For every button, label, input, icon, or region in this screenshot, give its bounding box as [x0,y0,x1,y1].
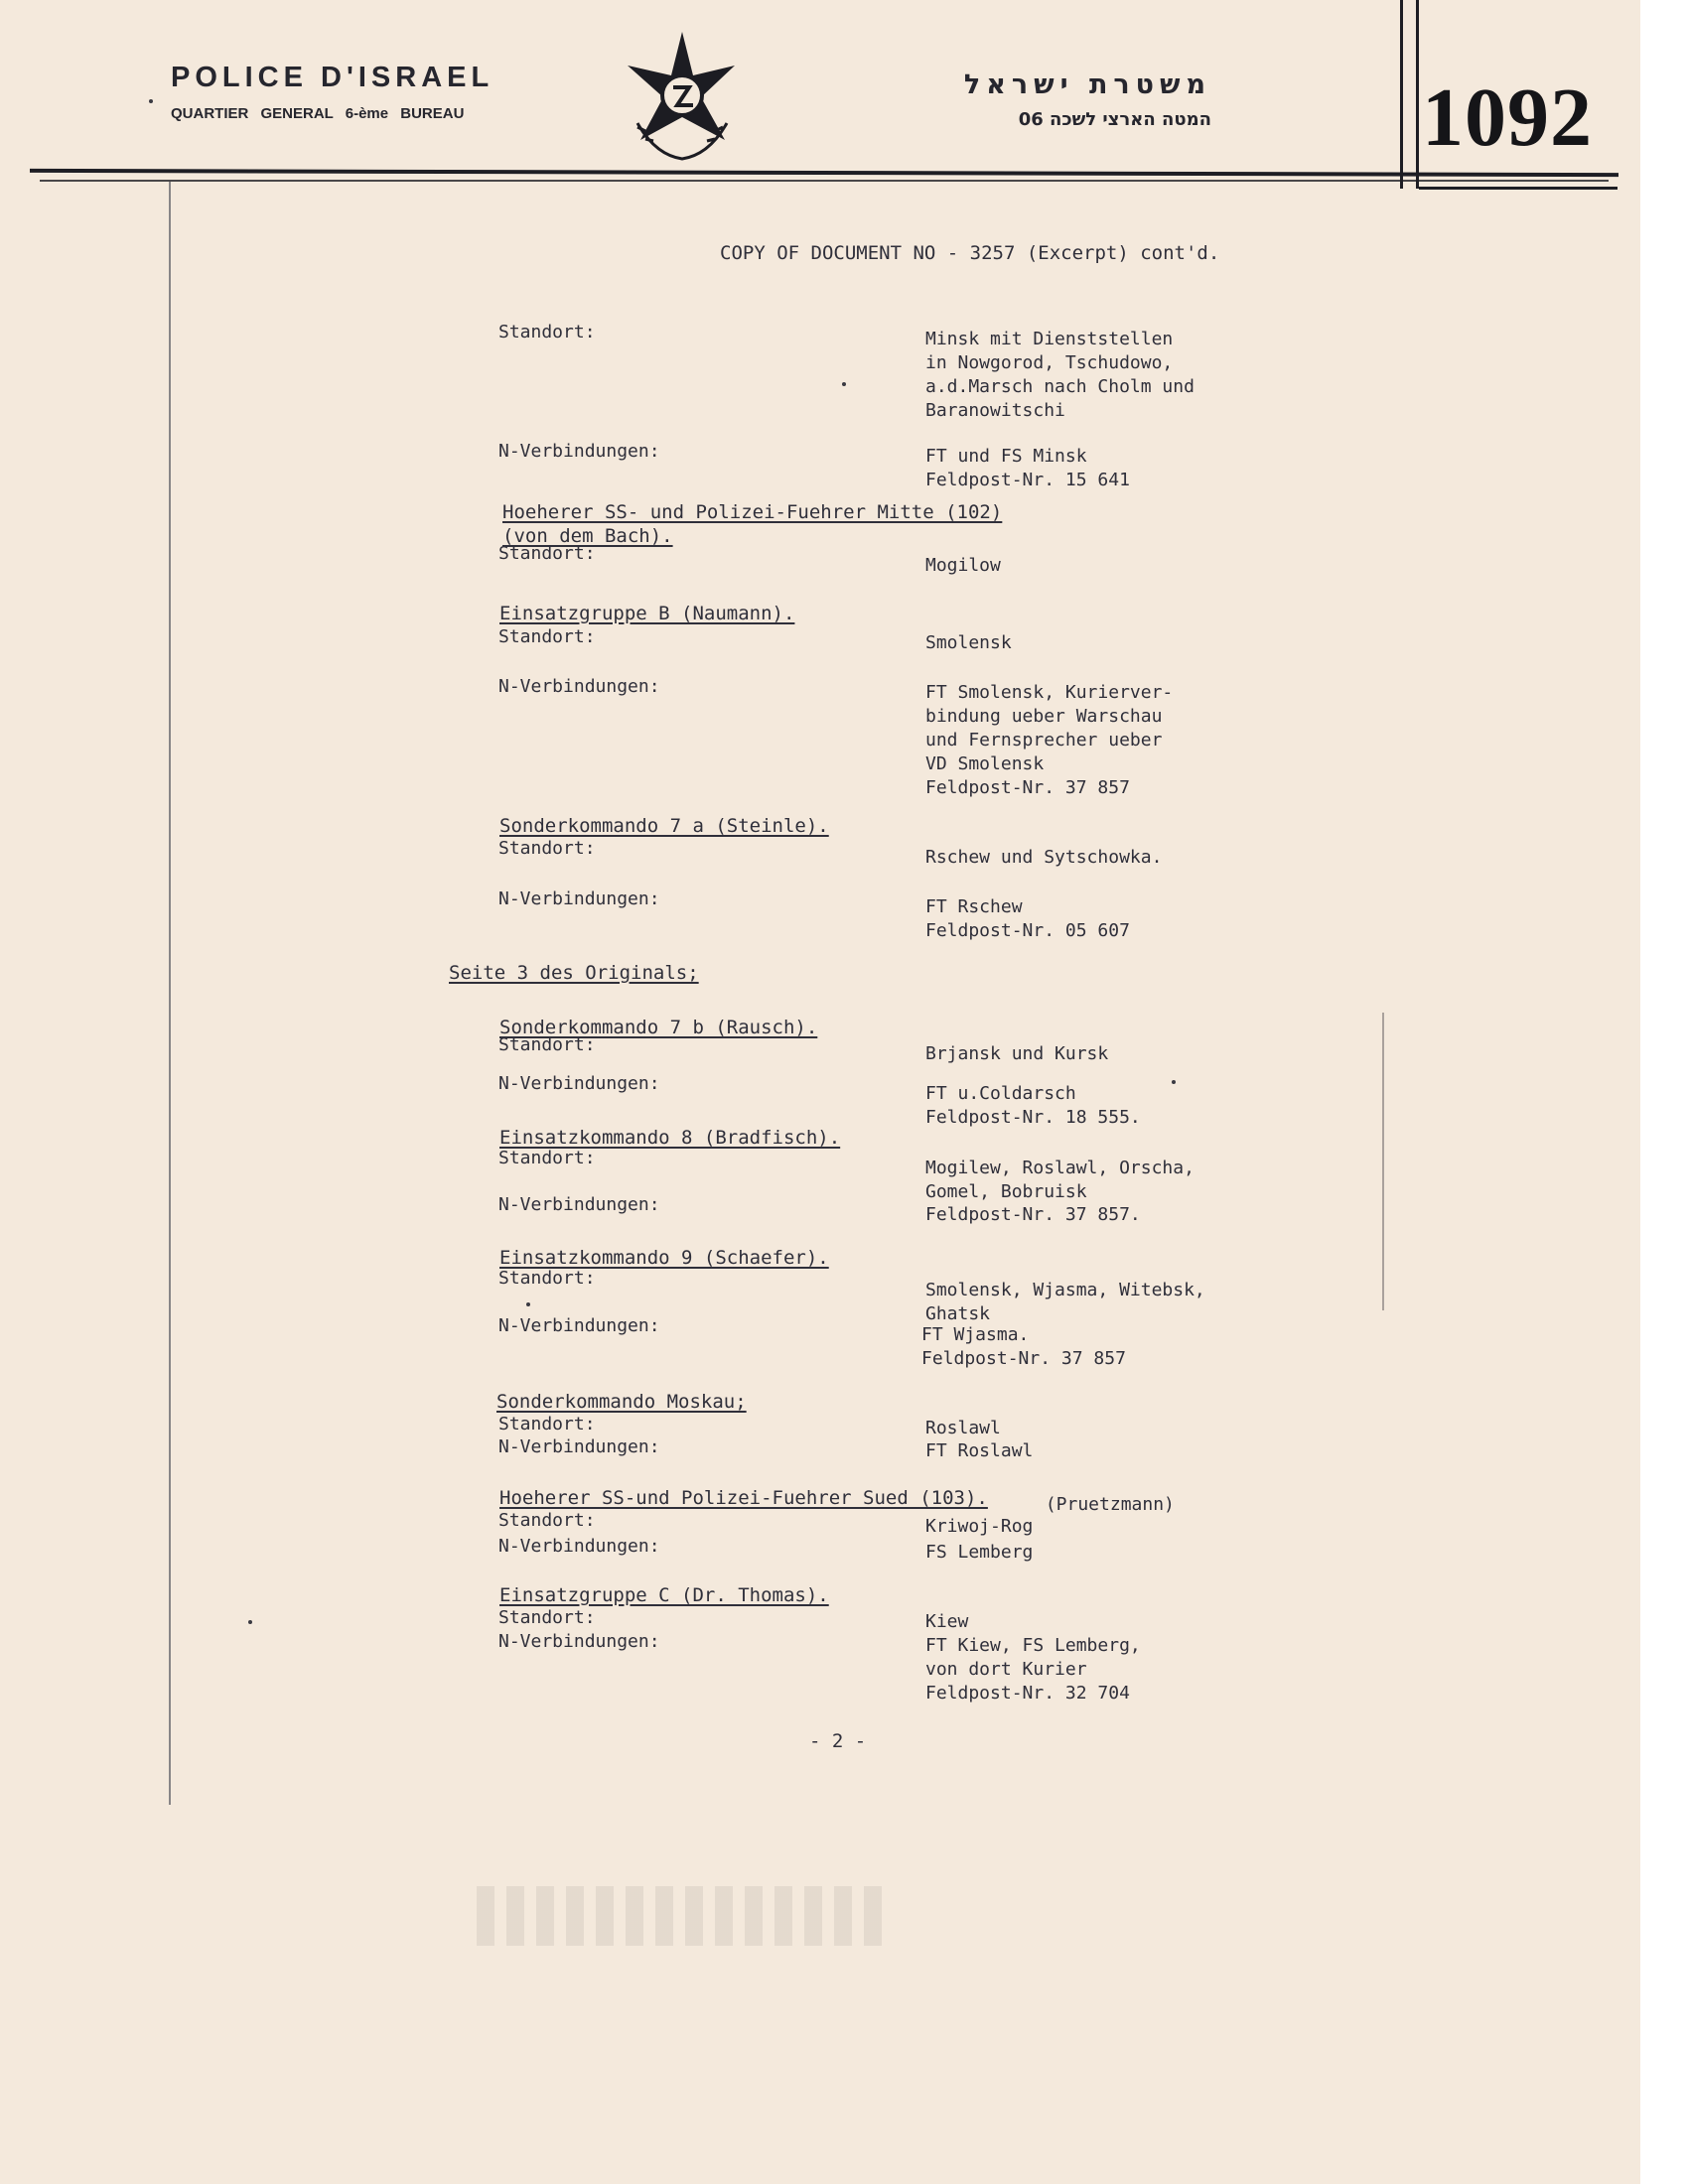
header-rule-bottom [40,180,1609,182]
entry-label-standort: Standort: [498,1607,596,1628]
header-divider-left [1400,0,1403,189]
header-rule-top [30,169,1618,177]
bleed-through-ghost [477,1886,894,1946]
entry-label-n-verbindungen: N-Verbindungen: [498,1315,660,1336]
header-divider-right [1416,0,1419,189]
scan-speck [842,382,846,386]
scan-streak [1382,1013,1384,1310]
entry-label-n-verbindungen: N-Verbindungen: [498,1536,660,1557]
entry-value-n-verbindungen: FT und FS Minsk Feldpost-Nr. 15 641 [925,446,1130,490]
entry-value-n-verbindungen: Feldpost-Nr. 37 857. [925,1204,1141,1225]
org-name-hebrew: משטרת ישראל [963,69,1211,100]
entry-label-standort: Standort: [498,1148,596,1168]
entry-value-standort: Minsk mit Dienststellen in Nowgorod, Tschudowo, a.d.Marsch nach Cholm und Baranowitschi [925,329,1195,421]
org-subtitle-hebrew: המטה הארצי לשכה 06 [1018,109,1211,130]
entry-label-standort: Standort: [498,1034,596,1055]
entry-label-standort: Standort: [498,1414,596,1434]
scan-speck [526,1302,530,1306]
entry-value-standort: Smolensk [925,632,1012,653]
unit-heading: Einsatzkommando 9 (Schaefer). [499,1247,829,1269]
org-name-french: POLICE D'ISRAEL [171,62,494,93]
entry-label-n-verbindungen: N-Verbindungen: [498,1073,660,1094]
entry-label-standort: Standort: [498,322,596,342]
entry-label-standort: Standort: [498,1268,596,1289]
entry-value-standort: Brjansk und Kursk [925,1043,1109,1064]
entry-label-standort: Standort: [498,1510,596,1531]
unit-heading: Einsatzgruppe C (Dr. Thomas). [499,1584,829,1606]
entry-value-n-verbindungen: FT Smolensk, Kurierver- bindung ueber Warschau und Fernsprecher ueber VD Smolensk Feldpost-Nr. 37 857 [925,682,1174,798]
entry-label-standort: Standort: [498,543,596,564]
unit-heading: Sonderkommando 7 a (Steinle). [499,815,829,837]
entry-label-standort: Standort: [498,626,596,647]
letterhead [0,0,1688,199]
unit-heading: Sonderkommando Moskau; [496,1391,747,1413]
unit-heading: Hoeherer SS- und Polizei-Fuehrer Mitte (102) (von dem Bach). [502,501,1003,547]
entry-value-standort: Rschew und Sytschowka. [925,847,1163,868]
scan-speck [149,99,153,103]
document-title: COPY OF DOCUMENT NO - 3257 (Excerpt) cont'd. [720,242,1220,264]
entry-value-n-verbindungen: FT u.Coldarsch Feldpost-Nr. 18 555. [925,1083,1141,1128]
entry-value-standort: Mogilew, Roslawl, Orscha, Gomel, Bobruisk [925,1158,1195,1202]
entry-value-standort: Mogilow [925,555,1001,576]
entry-value-n-verbindungen: FT Roslawl [925,1440,1034,1461]
entry-value-standort: Kriwoj-Rog [925,1516,1034,1537]
entry-label-n-verbindungen: N-Verbindungen: [498,676,660,697]
scan-speck [1172,1080,1176,1084]
page-number: - 2 - [809,1730,867,1752]
section-note: Seite 3 des Originals; [449,962,699,984]
number-box-rule [1419,187,1618,190]
entry-label-n-verbindungen: N-Verbindungen: [498,1436,660,1457]
entry-value-standort: Smolensk, Wjasma, Witebsk, Ghatsk [925,1280,1205,1324]
org-subtitle-french: QUARTIER GENERAL 6-ème BUREAU [171,105,465,122]
entry-value-n-verbindungen: FS Lemberg [925,1542,1034,1563]
scan-edge [1640,0,1688,2184]
document-number: 1092 [1422,71,1593,164]
entry-label-n-verbindungen: N-Verbindungen: [498,1631,660,1652]
unit-heading: Sonderkommando 7 b (Rausch). [499,1017,818,1038]
unit-heading-suffix: (Pruetzmann) [1035,1494,1175,1515]
unit-heading: Einsatzgruppe B (Naumann). [499,603,795,624]
entry-label-n-verbindungen: N-Verbindungen: [498,1194,660,1215]
entry-label-n-verbindungen: N-Verbindungen: [498,441,660,462]
left-margin-line [169,182,171,1805]
unit-heading: Einsatzkommando 8 (Bradfisch). [499,1127,841,1149]
scan-speck [248,1620,252,1624]
unit-heading: Hoeherer SS-und Polizei-Fuehrer Sued (103). [499,1487,988,1509]
entry-value-standort: Roslawl [925,1418,1001,1438]
entry-label-standort: Standort: [498,838,596,859]
entry-value-n-verbindungen: FT Rschew Feldpost-Nr. 05 607 [925,896,1130,941]
entry-label-n-verbindungen: N-Verbindungen: [498,888,660,909]
entry-value-standort: Kiew [925,1611,969,1632]
entry-value-n-verbindungen: FT Kiew, FS Lemberg, von dort Kurier Feldpost-Nr. 32 704 [925,1635,1141,1704]
entry-value-n-verbindungen: FT Wjasma. Feldpost-Nr. 37 857 [921,1324,1126,1369]
police-star-emblem-icon [616,26,750,165]
